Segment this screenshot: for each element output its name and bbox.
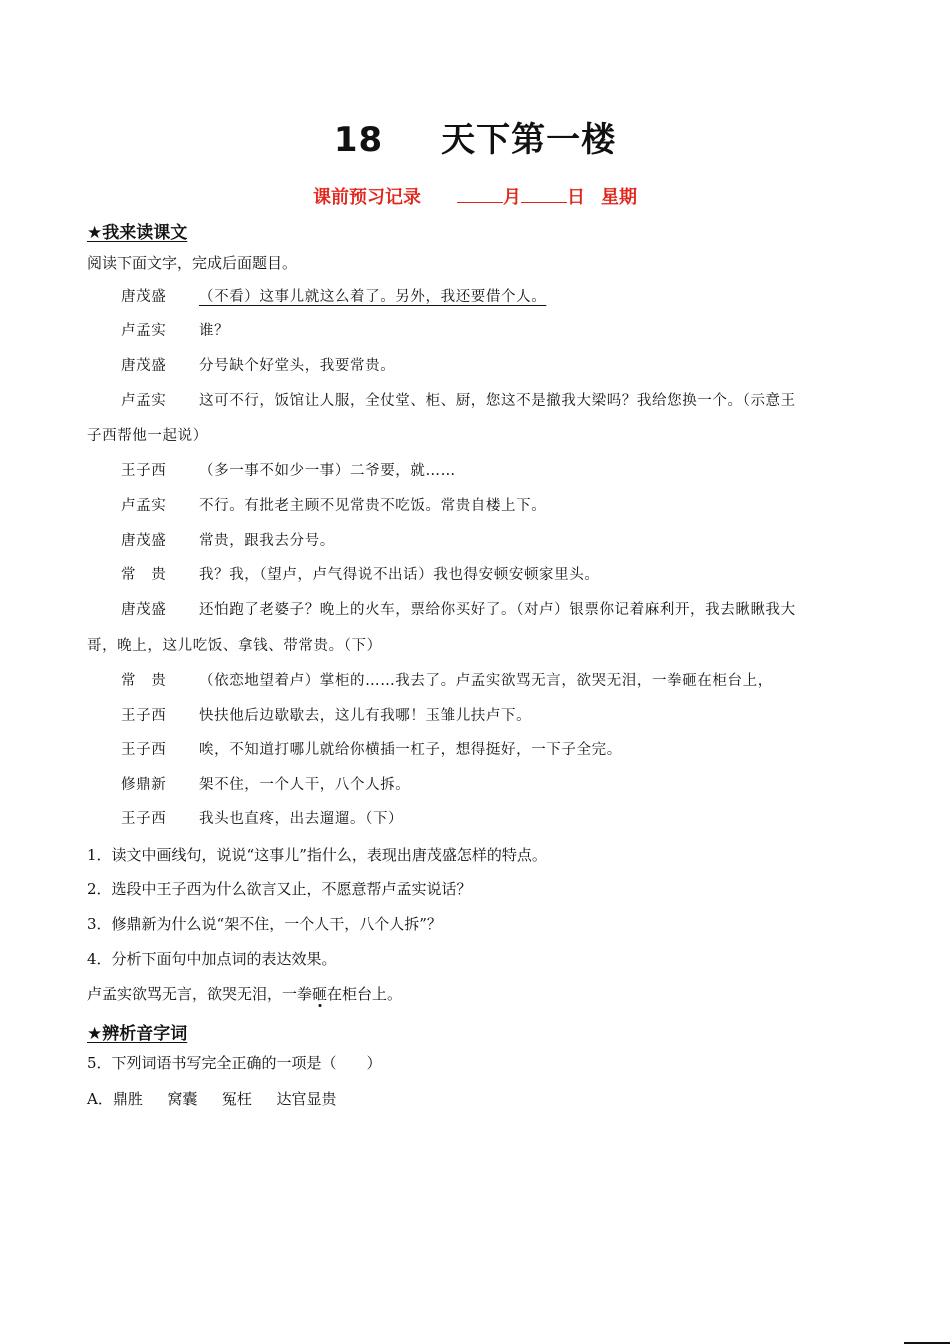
- question-3: 3．修鼎新为什么说“架不住，一个人干，八个人拆”？: [87, 915, 442, 933]
- script-line: 卢孟实 不行。有批老主顾不见常贵不吃饭。常贵自楼上下。: [121, 498, 547, 514]
- page-title: [0, 112, 950, 161]
- preview-record-line: [0, 183, 950, 209]
- script-line: 卢孟实 这可不行，饭馆让人服，全仗堂、柜、厨，您这不是撤我大梁吗？我给您换一个。（示意王: [121, 393, 796, 409]
- day-label: 日: [567, 187, 585, 208]
- script-line: 王子西 我头也直疼，出去遛遛。（下）: [121, 811, 404, 827]
- question-1: 1．读文中画线句，说说“这事儿”指什么，表现出唐茂盛怎样的特点。: [87, 846, 547, 864]
- script-line: 王子西 （多一事不如少一事）二爷要，就……: [121, 463, 456, 479]
- month-blank[interactable]: [457, 188, 503, 203]
- option-a: A．鼎胜 窝囊 冤枉 达官显贵: [87, 1090, 337, 1108]
- script-line: 唐茂盛 常贵，跟我去分号。: [121, 533, 335, 549]
- script-line: 唐茂盛 还怕跑了老婆子？晚上的火车，票给你买好了。（对卢）银票你记着麻利开，我去瞅瞅我大: [121, 602, 796, 618]
- script-line-continuation: 哥，晚上，这儿吃饭、拿钱、带常贵。（下）: [87, 638, 382, 654]
- script-line: 唐茂盛 （不看）这事儿就这么着了。另外，我还要借个人。: [121, 289, 547, 305]
- script-line-continuation: 子西帮他一起说）: [87, 428, 208, 444]
- script-line: 常 贵 我？我，（望卢，卢气得说不出话）我也得安顿安顿家里头。: [121, 567, 600, 583]
- script-line: 王子西 快扶他后边歇歇去，这儿有我哪！玉雏儿扶卢下。: [121, 708, 532, 724]
- script-line: 唐茂盛 分号缺个好堂头，我要常贵。: [121, 358, 396, 374]
- question-2: 2．选段中王子西为什么欲言又止，不愿意帮卢孟实说话？: [87, 880, 472, 898]
- script-line: 修鼎新 架不住，一个人干，八个人拆。: [121, 777, 411, 793]
- script-line: 常 贵 （依恋地望着卢）掌柜的……我去了。卢孟实欲骂无言，欲哭无泪，一拳砸在柜台上，: [121, 673, 773, 689]
- month-label: 月: [503, 187, 521, 208]
- question-5: 5．下列词语书写完全正确的一项是（ ）: [87, 1054, 382, 1072]
- script-line: 王子西 唉，不知道打哪儿就给你横插一杠子，想得挺好，一下子全完。: [121, 742, 622, 758]
- record-label: 课前预习记录: [313, 187, 421, 208]
- reading-intro: 阅读下面文字，完成后面题目。: [87, 254, 298, 272]
- question-4-sentence: 卢孟实欲骂无言，欲哭无泪，一拳砸在柜台上。: [87, 985, 403, 1003]
- section-heading-reading: ★我来读课文: [87, 223, 188, 243]
- weekday-label: 星期: [601, 187, 637, 208]
- dotted-word: 砸: [312, 985, 328, 1003]
- lesson-title: 天下第一楼: [441, 120, 617, 160]
- section-heading-words: ★辨析音字词: [87, 1024, 188, 1044]
- script-line: 卢孟实 谁？: [121, 323, 230, 339]
- lesson-number: 18: [333, 120, 384, 160]
- question-4: 4．分析下面句中加点词的表达效果。: [87, 950, 337, 968]
- day-blank[interactable]: [521, 188, 567, 203]
- underlined-sentence: （不看）这事儿就这么着了。另外，我还要借个人。: [199, 289, 547, 305]
